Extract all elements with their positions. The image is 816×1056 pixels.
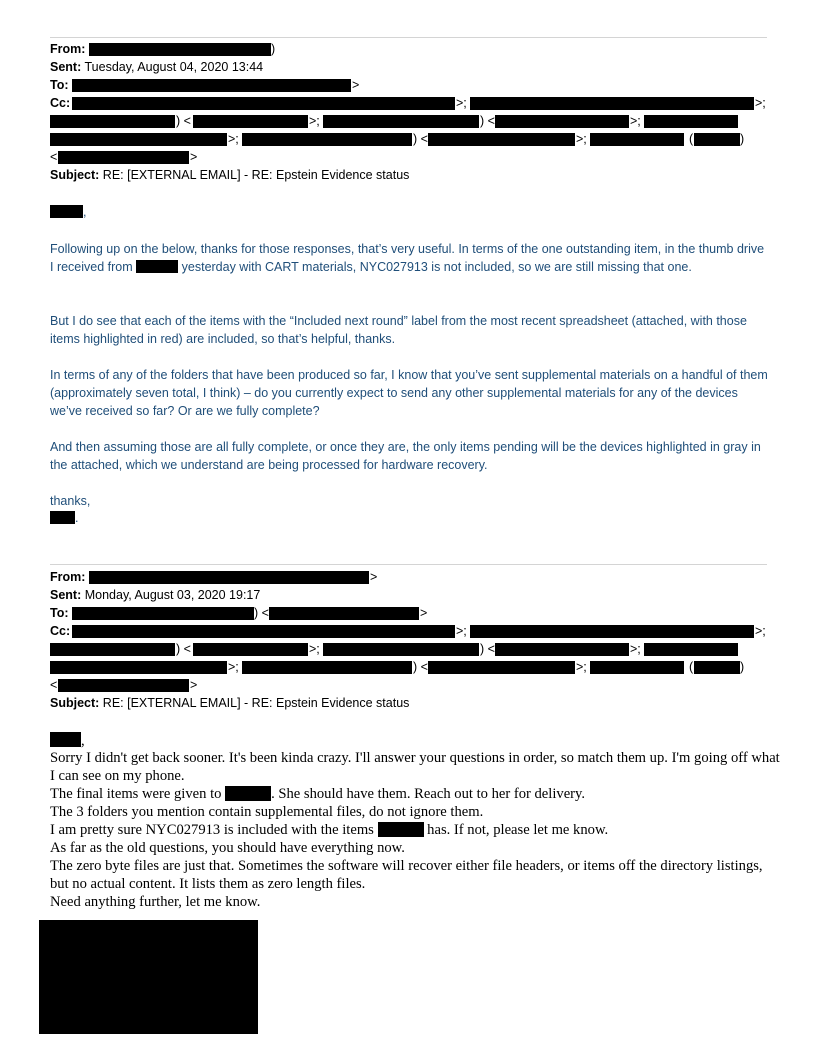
redaction-box	[89, 43, 271, 56]
redaction-box	[72, 625, 455, 638]
body-line: The zero byte files are just that. Sometimes the software will recover either file headers, or items off the directory listings, but no actual content. It lists them as zero length files.	[50, 858, 763, 892]
redaction-box	[323, 643, 479, 656]
body-line: The 3 folders you mention contain supplemental files, do not ignore them.	[50, 804, 484, 820]
glyph: (	[689, 132, 694, 146]
redaction-box	[428, 133, 575, 146]
closing-text: thanks,	[50, 494, 91, 508]
redaction-box	[50, 511, 75, 524]
redaction-box	[242, 133, 412, 146]
to-line: To:	[50, 606, 69, 620]
glyph: >;	[456, 96, 467, 110]
glyph: ,	[83, 205, 87, 219]
glyph: >	[352, 78, 360, 92]
glyph: >;	[630, 114, 641, 128]
glyph: >;	[228, 660, 239, 674]
from-line: From:	[50, 42, 86, 56]
sent-line: Sent: Tuesday, August 04, 2020 13:44	[50, 60, 264, 74]
redaction-box	[495, 115, 629, 128]
redaction-box	[590, 661, 684, 674]
redaction-box	[269, 607, 419, 620]
signature-redaction	[39, 920, 258, 1034]
glyph: ) <	[176, 114, 191, 128]
cc-line: Cc:	[50, 96, 71, 110]
glyph: >;	[755, 96, 766, 110]
redaction-box	[58, 151, 189, 164]
sent-date: Monday, August 03, 2020 19:17	[84, 588, 261, 602]
header-divider	[50, 37, 767, 38]
sent-date: Tuesday, August 04, 2020 13:44	[84, 60, 264, 74]
redaction-box	[193, 643, 308, 656]
cc-line: Cc:	[50, 624, 71, 638]
body-line: I am pretty sure NYC027913 is included with the items has. If not, please let me know.	[50, 822, 609, 838]
subject-text: RE: [EXTERNAL EMAIL] - RE: Epstein Evidence status	[102, 696, 410, 710]
glyph: ) <	[480, 642, 495, 656]
glyph: ) <	[254, 606, 269, 620]
glyph: ) <	[480, 114, 495, 128]
redaction-box	[193, 115, 308, 128]
redaction-box	[694, 661, 740, 674]
redaction-box	[50, 133, 227, 146]
glyph: <	[50, 678, 58, 692]
glyph: (	[689, 660, 694, 674]
glyph: ) <	[176, 642, 191, 656]
subject-text: RE: [EXTERNAL EMAIL] - RE: Epstein Evidence status	[102, 168, 410, 182]
redaction-box	[58, 679, 189, 692]
body-paragraph: In terms of any of the folders that have been produced so far, I know that you’ve sent supplemental materials on a handful of them (approximately seven total, I think) – do you currently expect to send any other supplemental materials for any of the devices we’ve received so far? Or are we fully complete?	[50, 368, 768, 418]
sent-line: Sent: Monday, August 03, 2020 19:17	[50, 588, 261, 602]
glyph: .	[75, 511, 79, 525]
body-paragraph: But I do see that each of the items with the “Included next round” label from the most recent spreadsheet (attached, with those items highlighted in red) are included, so that’s helpful, thanks.	[50, 314, 747, 346]
redaction-box	[50, 732, 81, 747]
reply-body	[50, 749, 780, 911]
glyph: >	[190, 678, 198, 692]
glyph: )	[740, 132, 745, 146]
body-line: Sorry I didn't get back sooner. It's been kinda crazy. I'll answer your questions in order, so match them up. I'm going off what I can see on my phone.	[50, 750, 780, 784]
redaction-box	[72, 97, 455, 110]
redaction-box	[644, 115, 738, 128]
glyph: >;	[309, 642, 320, 656]
redaction-box	[590, 133, 684, 146]
header-divider	[50, 564, 767, 565]
glyph: >;	[309, 114, 320, 128]
glyph: <	[50, 150, 58, 164]
body-line: The final items were given to . She should have them. Reach out to her for delivery.	[50, 786, 586, 802]
from-close: )	[271, 42, 276, 56]
redaction-box	[323, 115, 479, 128]
from-line: From:	[50, 570, 86, 584]
body-paragraph: And then assuming those are all fully complete, or once they are, the only items pending will be the devices highlighted in gray in the attached, which we understand are being processed for hardware recovery.	[50, 440, 761, 472]
redaction-box	[50, 205, 83, 218]
to-line: To:	[50, 78, 69, 92]
subject-line: Subject: RE: [EXTERNAL EMAIL] - RE: Epstein Evidence status	[50, 696, 410, 710]
redaction-box	[378, 822, 424, 837]
subject-line: Subject: RE: [EXTERNAL EMAIL] - RE: Epstein Evidence status	[50, 168, 410, 182]
redaction-box	[225, 786, 271, 801]
redaction-box	[644, 643, 738, 656]
glyph: ) <	[413, 132, 428, 146]
redaction-box	[50, 115, 175, 128]
glyph: >	[420, 606, 428, 620]
glyph: ) <	[413, 660, 428, 674]
redaction-box	[136, 260, 178, 273]
redaction-box	[50, 643, 175, 656]
glyph: >;	[576, 132, 587, 146]
glyph: >	[370, 570, 378, 584]
glyph: )	[740, 660, 745, 674]
glyph: >;	[630, 642, 641, 656]
glyph: ,	[81, 733, 85, 749]
body-paragraph: Following up on the below, thanks for those responses, that’s very useful. In terms of the one outstanding item, in the thumb drive I received from yesterday with CART materials, NYC027913 is not included, so we are still missing that one.	[50, 242, 765, 274]
redaction-box	[72, 607, 254, 620]
body-line: As far as the old questions, you should have everything now.	[50, 840, 405, 856]
redaction-box	[694, 133, 740, 146]
redaction-box	[470, 97, 754, 110]
body-line: Need anything further, let me know.	[50, 894, 261, 910]
redaction-box	[89, 571, 369, 584]
redaction-box	[470, 625, 754, 638]
glyph: >;	[576, 660, 587, 674]
glyph: >;	[456, 624, 467, 638]
redaction-box	[428, 661, 575, 674]
redaction-box	[242, 661, 412, 674]
glyph: >;	[755, 624, 766, 638]
redaction-box	[495, 643, 629, 656]
redaction-box	[72, 79, 351, 92]
glyph: >	[190, 150, 198, 164]
redaction-box	[50, 661, 227, 674]
glyph: >;	[228, 132, 239, 146]
